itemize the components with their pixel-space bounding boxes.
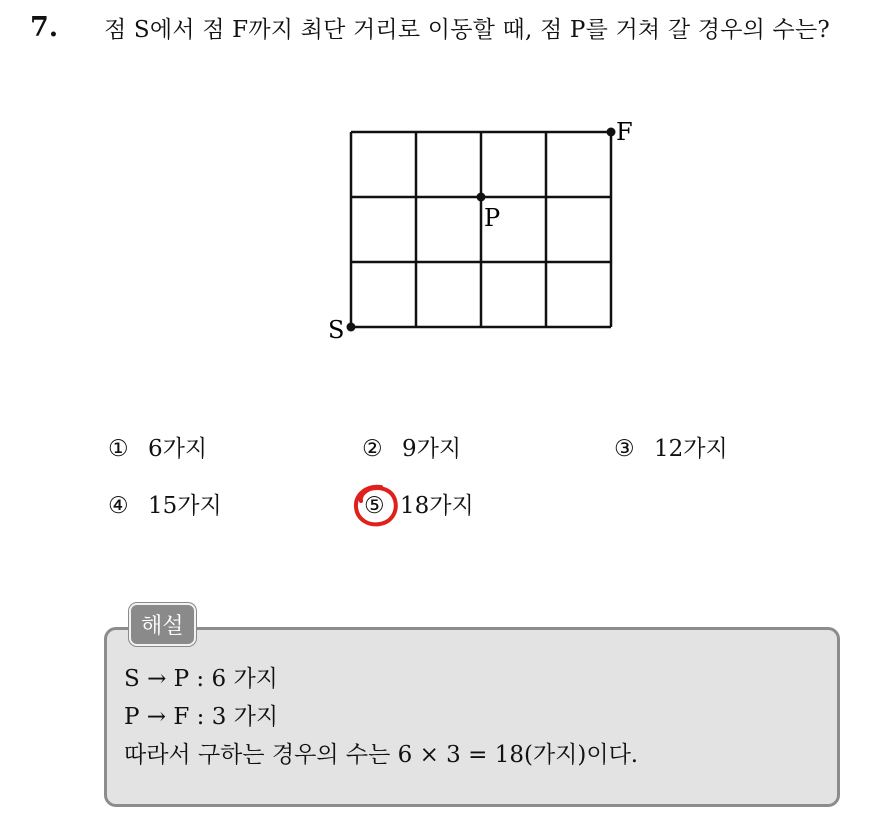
choice-text: 6가지 [148, 436, 208, 462]
solution-line-3: 따라서 구하는 경우의 수는 6 × 3 = 18(가지)이다. [124, 742, 639, 768]
choice-1[interactable] [108, 434, 207, 464]
choice-text: 9가지 [402, 436, 462, 462]
label-f: F [616, 118, 633, 146]
label-s: S [328, 316, 345, 344]
label-p: P [484, 204, 501, 232]
grid-figure [320, 116, 650, 356]
point-s [347, 323, 356, 332]
question-text: 점 S에서 점 F까지 최단 거리로 이동할 때, 점 P를 거쳐 갈 경우의 수는? [104, 17, 830, 43]
choice-mark: ③ [614, 436, 635, 462]
solution-line-2: P → F : 3 가지 [124, 704, 279, 730]
grid-svg [320, 116, 650, 356]
choice-mark: ⑤ [364, 493, 385, 519]
choice-4[interactable] [108, 491, 222, 521]
choice-mark: ① [108, 436, 129, 462]
selected-answer-circle-icon [351, 483, 401, 529]
choice-text: 15가지 [148, 493, 222, 519]
grid-lines [351, 132, 611, 327]
choice-mark: ② [362, 436, 383, 462]
point-f [607, 128, 616, 137]
point-p [477, 193, 486, 202]
choice-2[interactable] [362, 434, 461, 464]
choice-text: 18가지 [400, 493, 474, 519]
question-number: 7. [30, 12, 59, 43]
choice-text: 12가지 [654, 436, 728, 462]
choice-3[interactable] [614, 434, 728, 464]
solution-tag: 해설 [129, 603, 196, 646]
solution-line-1: S → P : 6 가지 [124, 666, 278, 692]
choice-mark: ④ [108, 493, 129, 519]
